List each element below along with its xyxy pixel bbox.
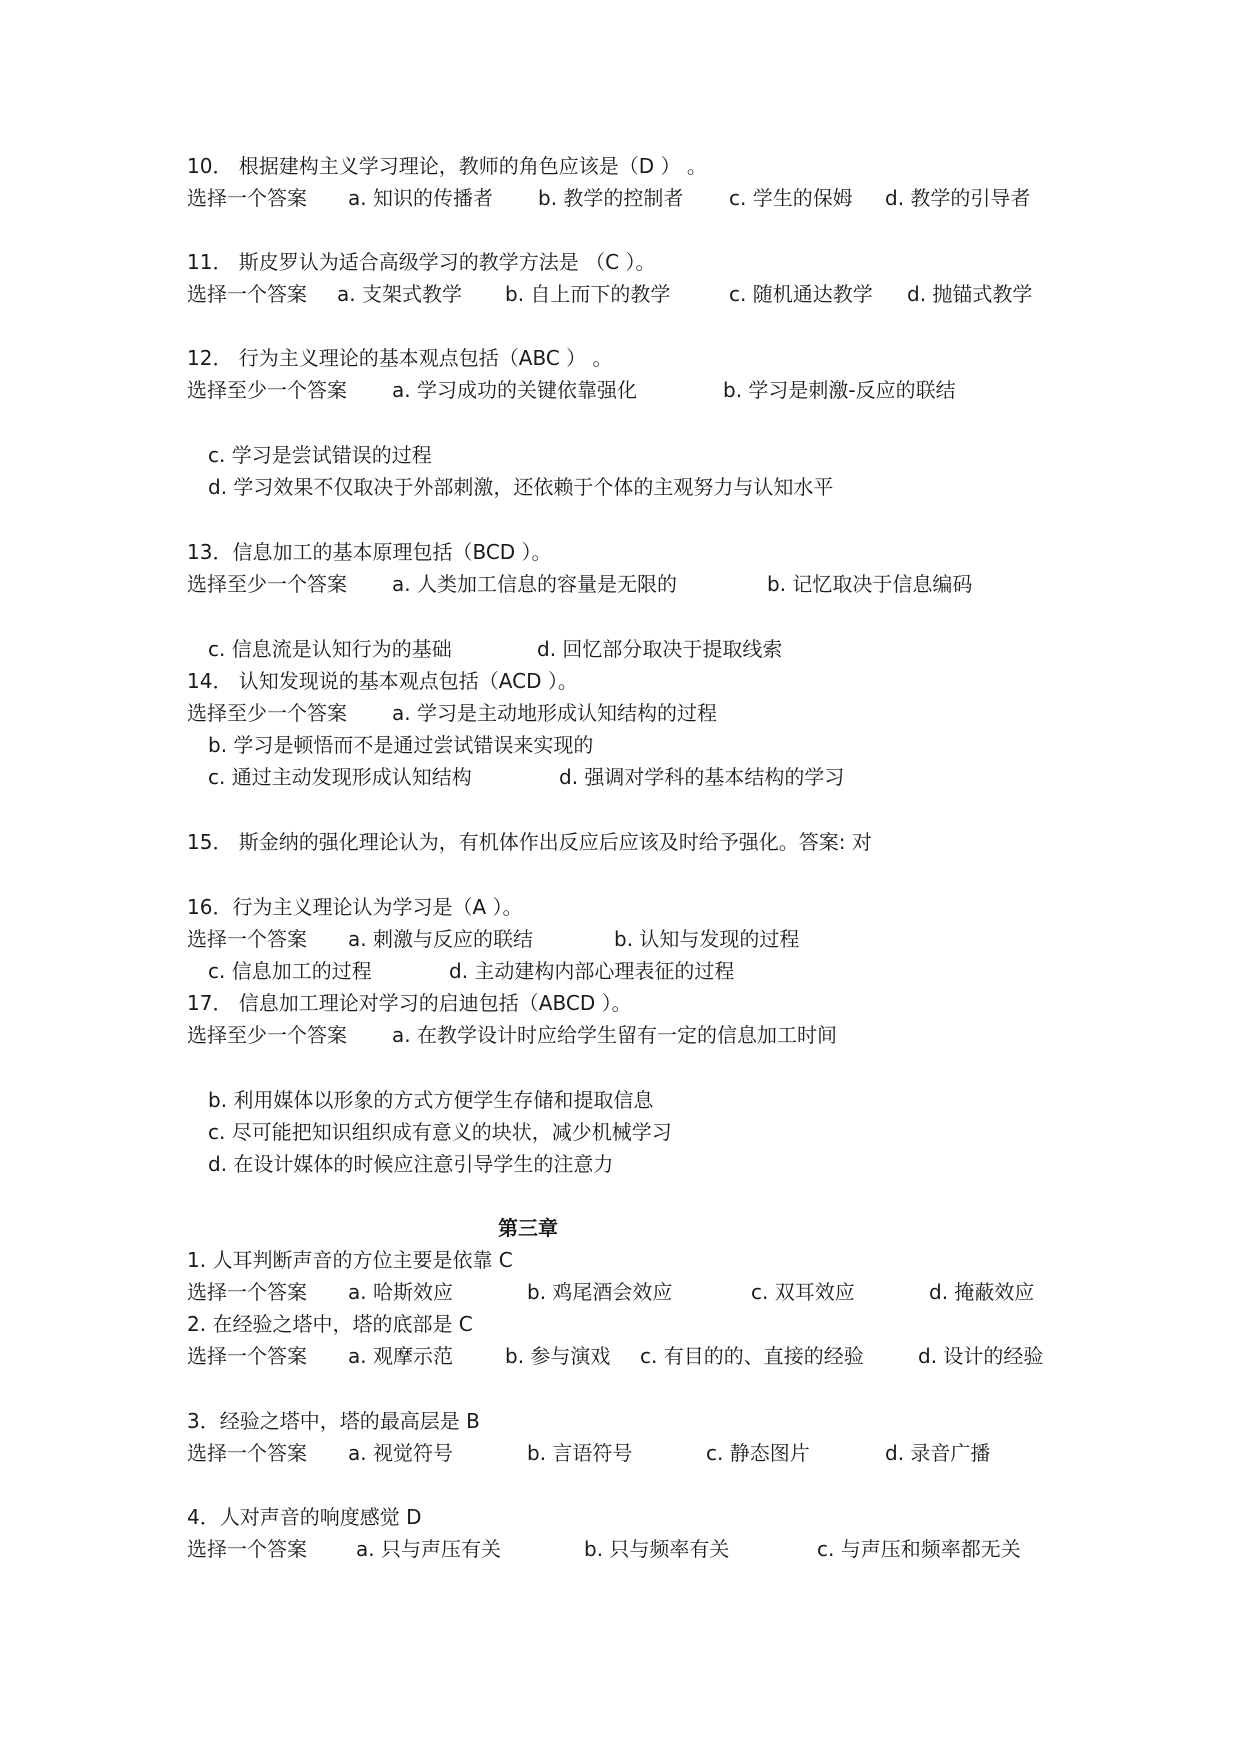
question-14-option-d: d. 强调对学科的基本结构的学习: [559, 765, 845, 789]
ch3-question-3-option-a: a. 视觉符号: [348, 1441, 453, 1465]
question-11-option-c: c. 随机通达教学: [729, 282, 873, 306]
ch3-question-2-option-b: b. 参与演戏: [505, 1344, 611, 1368]
ch3-question-2-stem: 2. 在经验之塔中，塔的底部是 C: [187, 1312, 473, 1336]
ch3-question-3-prompt: 选择一个答案: [187, 1441, 307, 1465]
ch3-question-1-option-c: c. 双耳效应: [751, 1280, 855, 1304]
question-16-option-b: b. 认知与发现的过程: [614, 927, 800, 951]
question-14-option-a: a. 学习是主动地形成认知结构的过程: [392, 701, 717, 725]
question-17-option-a: a. 在教学设计时应给学生留有一定的信息加工时间: [392, 1023, 837, 1047]
ch3-question-4-prompt: 选择一个答案: [187, 1537, 307, 1561]
question-11-prompt: 选择一个答案: [187, 282, 307, 306]
question-13-option-d: d. 回忆部分取决于提取线索: [537, 637, 783, 661]
question-12-prompt: 选择至少一个答案: [187, 378, 347, 402]
question-12-option-d: d. 学习效果不仅取决于外部刺激，还依赖于个体的主观努力与认知水平: [208, 475, 834, 499]
question-13-stem: 13．信息加工的基本原理包括（BCD ）。: [187, 540, 552, 564]
question-14-option-c: c. 通过主动发现形成认知结构: [208, 765, 472, 789]
question-14-option-b: b. 学习是顿悟而不是通过尝试错误来实现的: [208, 733, 594, 757]
ch3-question-4-option-a: a. 只与声压有关: [356, 1537, 501, 1561]
ch3-question-1-option-a: a. 哈斯效应: [348, 1280, 453, 1304]
question-10-option-b: b. 教学的控制者: [538, 186, 684, 210]
ch3-question-2-option-c: c. 有目的的、直接的经验: [640, 1344, 864, 1368]
ch3-question-2-option-a: a. 观摩示范: [348, 1344, 453, 1368]
question-15-stem: 15． 斯金纳的强化理论认为，有机体作出反应后应该及时给予强化。答案: 对: [187, 830, 872, 854]
question-13-option-a: a. 人类加工信息的容量是无限的: [392, 572, 677, 596]
ch3-question-2-prompt: 选择一个答案: [187, 1344, 307, 1368]
question-12-option-b: b. 学习是刺激-反应的联结: [723, 378, 956, 402]
question-12-stem: 12． 行为主义理论的基本观点包括（ABC ） 。: [187, 346, 613, 370]
question-13-option-b: b. 记忆取决于信息编码: [767, 572, 973, 596]
question-16-option-c: c. 信息加工的过程: [208, 959, 372, 983]
ch3-question-2-option-d: d. 设计的经验: [918, 1344, 1044, 1368]
question-12-option-c: c. 学习是尝试错误的过程: [208, 443, 432, 467]
ch3-question-1-option-b: b. 鸡尾酒会效应: [527, 1280, 673, 1304]
ch3-question-3-stem: 3．经验之塔中，塔的最高层是 B: [187, 1409, 480, 1433]
chapter-heading: 第三章: [498, 1216, 558, 1240]
ch3-question-4-option-b: b. 只与频率有关: [584, 1537, 730, 1561]
ch3-question-1-stem: 1. 人耳判断声音的方位主要是依靠 C: [187, 1248, 513, 1272]
question-16-option-a: a. 刺激与反应的联结: [348, 927, 533, 951]
question-17-option-b: b. 利用媒体以形象的方式方便学生存储和提取信息: [208, 1088, 654, 1112]
ch3-question-3-option-b: b. 言语符号: [527, 1441, 633, 1465]
question-12-option-a: a. 学习成功的关键依靠强化: [392, 378, 637, 402]
ch3-question-1-prompt: 选择一个答案: [187, 1280, 307, 1304]
question-13-option-c: c. 信息流是认知行为的基础: [208, 637, 452, 661]
question-11-option-d: d. 抛锚式教学: [907, 282, 1033, 306]
ch3-question-4-option-c: c. 与声压和频率都无关: [817, 1537, 1021, 1561]
question-17-option-c: c. 尽可能把知识组织成有意义的块状，减少机械学习: [208, 1120, 672, 1144]
question-13-prompt: 选择至少一个答案: [187, 572, 347, 596]
ch3-question-3-option-c: c. 静态图片: [706, 1441, 810, 1465]
question-17-option-d: d. 在设计媒体的时候应注意引导学生的注意力: [208, 1152, 614, 1176]
question-16-option-d: d. 主动建构内部心理表征的过程: [449, 959, 735, 983]
ch3-question-4-stem: 4．人对声音的响度感觉 D: [187, 1505, 422, 1529]
question-10-stem: 10． 根据建构主义学习理论，教师的角色应该是（D ） 。: [187, 154, 707, 178]
question-10-option-a: a. 知识的传播者: [348, 186, 493, 210]
question-10-option-c: c. 学生的保姆: [729, 186, 853, 210]
question-10-prompt: 选择一个答案: [187, 186, 307, 210]
ch3-question-3-option-d: d. 录音广播: [885, 1441, 991, 1465]
question-16-stem: 16．行为主义理论认为学习是（A ）。: [187, 895, 523, 919]
question-16-prompt: 选择一个答案: [187, 927, 307, 951]
question-11-option-a: a. 支架式教学: [337, 282, 462, 306]
question-14-prompt: 选择至少一个答案: [187, 701, 347, 725]
question-17-prompt: 选择至少一个答案: [187, 1023, 347, 1047]
question-10-option-d: d. 教学的引导者: [885, 186, 1031, 210]
ch3-question-1-option-d: d. 掩蔽效应: [929, 1280, 1035, 1304]
question-11-stem: 11． 斯皮罗认为适合高级学习的教学方法是 （C ）。: [187, 250, 656, 274]
question-11-option-b: b. 自上而下的教学: [505, 282, 671, 306]
question-17-stem: 17． 信息加工理论对学习的启迪包括（ABCD ）。: [187, 991, 632, 1015]
question-14-stem: 14． 认知发现说的基本观点包括（ACD ）。: [187, 669, 578, 693]
